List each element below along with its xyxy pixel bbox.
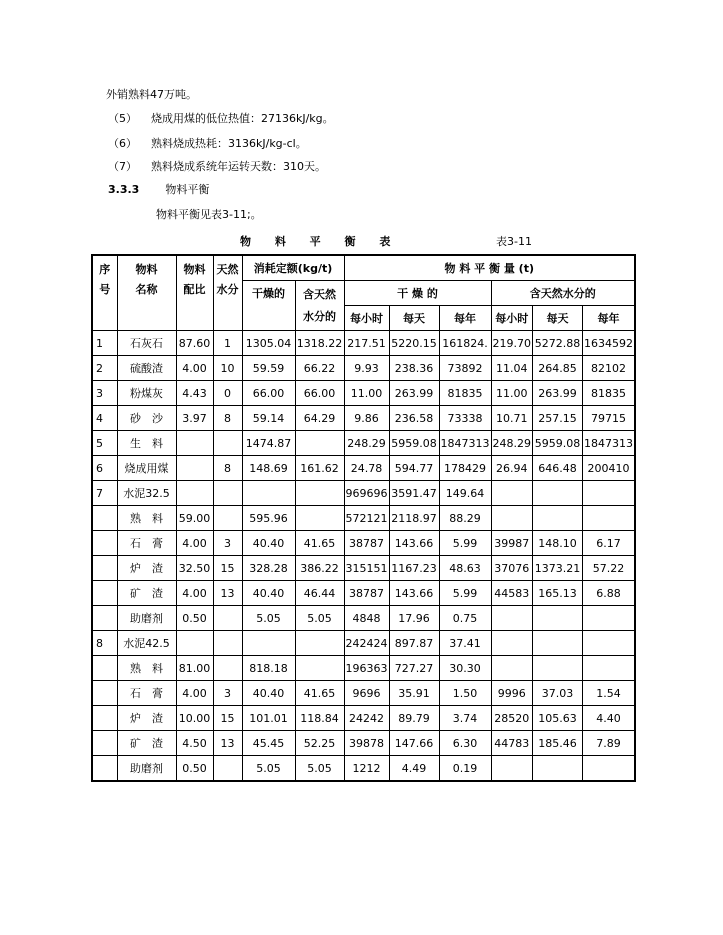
cell-wet-day: 646.48	[533, 456, 583, 481]
cell-name: 矿 渣	[117, 581, 176, 606]
cell-quota-dry: 5.05	[242, 606, 295, 631]
cell-wet-hour	[491, 631, 533, 656]
cell-wet-day: 1373.21	[533, 556, 583, 581]
cell-quota-wet: 52.25	[295, 731, 344, 756]
table-row	[92, 381, 635, 406]
cell-dry-hour: 9.86	[344, 406, 389, 431]
cell-wet-year: 6.88	[583, 581, 636, 606]
cell-seq: 8	[92, 631, 117, 656]
table-row	[92, 631, 635, 656]
cell-wet-hour	[491, 756, 533, 782]
cell-dry-day: 1167.23	[389, 556, 439, 581]
cell-name: 石灰石	[117, 331, 176, 356]
cell-seq	[92, 681, 117, 706]
cell-moisture: 10	[213, 356, 242, 381]
section-heading	[108, 183, 209, 197]
cell-dry-year: 5.99	[439, 531, 491, 556]
cell-ratio: 4.00	[176, 531, 213, 556]
cell-wet-hour: 39987	[491, 531, 533, 556]
cell-dry-year: 5.99	[439, 581, 491, 606]
cell-name: 助磨剂	[117, 756, 176, 782]
cell-dry-year: 178429	[439, 456, 491, 481]
cell-wet-hour: 219.70	[491, 331, 533, 356]
cell-wet-hour: 11.04	[491, 356, 533, 381]
cell-dry-day: 5220.15	[389, 331, 439, 356]
cell-wet-year: 7.89	[583, 731, 636, 756]
cell-quota-dry: 5.05	[242, 756, 295, 782]
cell-moisture	[213, 606, 242, 631]
cell-dry-year: 30.30	[439, 656, 491, 681]
cell-quota-wet: 386.22	[295, 556, 344, 581]
cell-wet-year: 81835	[583, 381, 636, 406]
header-quota: 消耗定额(kg/t)	[242, 255, 344, 281]
table-row	[92, 481, 635, 506]
cell-quota-wet	[295, 631, 344, 656]
cell-dry-year: 81835	[439, 381, 491, 406]
cell-dry-day: 727.27	[389, 656, 439, 681]
cell-wet-year: 6.17	[583, 531, 636, 556]
cell-ratio: 4.50	[176, 731, 213, 756]
cell-dry-hour: 572121	[344, 506, 389, 531]
cell-name: 水泥32.5	[117, 481, 176, 506]
cell-quota-wet: 66.22	[295, 356, 344, 381]
cell-dry-hour: 11.00	[344, 381, 389, 406]
section-title: 物料平衡	[165, 183, 210, 196]
cell-ratio: 59.00	[176, 506, 213, 531]
cell-quota-dry	[242, 481, 295, 506]
cell-wet-year: 200410	[583, 456, 636, 481]
cell-seq: 7	[92, 481, 117, 506]
cell-dry-day: 143.66	[389, 581, 439, 606]
section-number: 3.3.3	[108, 183, 140, 196]
cell-seq	[92, 731, 117, 756]
cell-ratio: 81.00	[176, 656, 213, 681]
cell-quota-wet: 64.29	[295, 406, 344, 431]
cell-dry-year: 1.50	[439, 681, 491, 706]
cell-quota-wet: 118.84	[295, 706, 344, 731]
cell-dry-hour: 24242	[344, 706, 389, 731]
cell-wet-day: 185.46	[533, 731, 583, 756]
cell-quota-wet: 41.65	[295, 681, 344, 706]
cell-dry-year: 48.63	[439, 556, 491, 581]
cell-dry-day: 89.79	[389, 706, 439, 731]
cell-moisture	[213, 506, 242, 531]
header-ratio: 物料 配比	[176, 255, 213, 331]
cell-dry-year: 149.64	[439, 481, 491, 506]
cell-seq: 4	[92, 406, 117, 431]
cell-dry-day: 594.77	[389, 456, 439, 481]
cell-quota-dry: 101.01	[242, 706, 295, 731]
cell-seq: 1	[92, 331, 117, 356]
cell-seq	[92, 556, 117, 581]
table-row	[92, 331, 635, 356]
cell-quota-dry: 148.69	[242, 456, 295, 481]
table-row	[92, 706, 635, 731]
cell-name: 炉 渣	[117, 556, 176, 581]
header-wet: 含天然水分的	[491, 281, 635, 306]
cell-wet-day	[533, 656, 583, 681]
cell-dry-hour: 217.51	[344, 331, 389, 356]
cell-wet-year: 1.54	[583, 681, 636, 706]
cell-dry-day: 236.58	[389, 406, 439, 431]
cell-name: 助磨剂	[117, 606, 176, 631]
item-number: （7）	[108, 160, 137, 173]
cell-wet-day: 148.10	[533, 531, 583, 556]
table-row	[92, 606, 635, 631]
cell-dry-hour: 38787	[344, 531, 389, 556]
cell-dry-hour: 196363	[344, 656, 389, 681]
cell-ratio: 0.50	[176, 756, 213, 782]
cell-wet-hour	[491, 606, 533, 631]
cell-wet-day	[533, 756, 583, 782]
cell-name: 烧成用煤	[117, 456, 176, 481]
cell-name: 硫酸渣	[117, 356, 176, 381]
cell-moisture	[213, 656, 242, 681]
header-quota-wet: 含天然 水分的	[295, 281, 344, 331]
cell-wet-year: 79715	[583, 406, 636, 431]
cell-dry-year: 73892	[439, 356, 491, 381]
cell-dry-day: 147.66	[389, 731, 439, 756]
cell-dry-hour: 969696	[344, 481, 389, 506]
cell-moisture: 3	[213, 681, 242, 706]
cell-wet-hour: 37076	[491, 556, 533, 581]
cell-quota-wet: 161.62	[295, 456, 344, 481]
cell-quota-dry: 40.40	[242, 531, 295, 556]
cell-wet-day: 165.13	[533, 581, 583, 606]
header-wet-per-hour: 每小时	[491, 306, 533, 331]
cell-wet-hour: 9996	[491, 681, 533, 706]
cell-wet-day	[533, 506, 583, 531]
cell-ratio	[176, 456, 213, 481]
cell-dry-year: 6.30	[439, 731, 491, 756]
cell-dry-year: 37.41	[439, 631, 491, 656]
cell-wet-day: 257.15	[533, 406, 583, 431]
cell-name: 炉 渣	[117, 706, 176, 731]
cell-quota-dry: 66.00	[242, 381, 295, 406]
material-balance-table	[91, 254, 636, 782]
cell-dry-hour: 315151	[344, 556, 389, 581]
cell-quota-dry: 59.14	[242, 406, 295, 431]
cell-ratio	[176, 481, 213, 506]
cell-dry-hour: 39878	[344, 731, 389, 756]
item-number: （6）	[108, 137, 137, 150]
cell-seq	[92, 656, 117, 681]
cell-quota-wet: 66.00	[295, 381, 344, 406]
table-row	[92, 756, 635, 782]
cell-dry-year: 3.74	[439, 706, 491, 731]
cell-quota-wet	[295, 656, 344, 681]
cell-wet-day: 5959.08	[533, 431, 583, 456]
paragraph-coal-heat-value	[108, 112, 334, 126]
cell-dry-day: 17.96	[389, 606, 439, 631]
table-caption: 物 料 平 衡 表	[240, 235, 401, 248]
table-row	[92, 731, 635, 756]
cell-name: 生 料	[117, 431, 176, 456]
cell-wet-hour: 28520	[491, 706, 533, 731]
cell-wet-day: 263.99	[533, 381, 583, 406]
item-text: 熟料烧成热耗：3136kJ/kg-cl。	[151, 137, 307, 150]
cell-ratio: 87.60	[176, 331, 213, 356]
cell-seq: 2	[92, 356, 117, 381]
cell-dry-day: 2118.97	[389, 506, 439, 531]
cell-quota-dry: 328.28	[242, 556, 295, 581]
cell-quota-dry	[242, 631, 295, 656]
item-number: （5）	[108, 112, 137, 125]
paragraph-export-clinker: 外销熟料47万吨。	[106, 88, 197, 101]
cell-seq	[92, 581, 117, 606]
header-dry-per-hour: 每小时	[344, 306, 389, 331]
paragraph-table-reference: 物料平衡见表3-11;。	[156, 208, 262, 221]
cell-moisture: 3	[213, 531, 242, 556]
cell-name: 熟 料	[117, 656, 176, 681]
cell-moisture	[213, 481, 242, 506]
cell-seq	[92, 756, 117, 782]
cell-dry-year: 161824.	[439, 331, 491, 356]
cell-dry-hour: 9.93	[344, 356, 389, 381]
cell-ratio: 0.50	[176, 606, 213, 631]
cell-wet-hour: 10.71	[491, 406, 533, 431]
header-moisture: 天然 水分	[213, 255, 242, 331]
table-row	[92, 356, 635, 381]
cell-dry-hour: 248.29	[344, 431, 389, 456]
cell-moisture: 13	[213, 731, 242, 756]
cell-quota-dry: 59.59	[242, 356, 295, 381]
cell-wet-year	[583, 656, 636, 681]
cell-seq: 5	[92, 431, 117, 456]
cell-quota-dry: 45.45	[242, 731, 295, 756]
cell-ratio: 4.43	[176, 381, 213, 406]
table-row	[92, 431, 635, 456]
cell-wet-year	[583, 606, 636, 631]
cell-name: 熟 料	[117, 506, 176, 531]
cell-moisture: 15	[213, 556, 242, 581]
cell-moisture: 0	[213, 381, 242, 406]
cell-wet-day: 105.63	[533, 706, 583, 731]
cell-moisture: 8	[213, 406, 242, 431]
cell-moisture: 15	[213, 706, 242, 731]
cell-wet-day	[533, 631, 583, 656]
cell-ratio: 4.00	[176, 681, 213, 706]
cell-ratio	[176, 431, 213, 456]
cell-wet-day	[533, 481, 583, 506]
table-row	[92, 406, 635, 431]
cell-name: 砂 沙	[117, 406, 176, 431]
cell-ratio: 4.00	[176, 581, 213, 606]
cell-dry-year: 0.75	[439, 606, 491, 631]
table-row	[92, 656, 635, 681]
cell-seq	[92, 706, 117, 731]
cell-ratio	[176, 631, 213, 656]
cell-wet-year: 1634592	[583, 331, 636, 356]
cell-quota-wet	[295, 431, 344, 456]
paragraph-operating-days	[108, 160, 326, 174]
cell-dry-day: 897.87	[389, 631, 439, 656]
table-row	[92, 531, 635, 556]
table-row	[92, 581, 635, 606]
cell-name: 矿 渣	[117, 731, 176, 756]
cell-wet-year: 1847313	[583, 431, 636, 456]
cell-quota-wet: 41.65	[295, 531, 344, 556]
cell-seq: 6	[92, 456, 117, 481]
cell-wet-hour	[491, 656, 533, 681]
header-name: 物料 名称	[117, 255, 176, 331]
cell-wet-year: 82102	[583, 356, 636, 381]
cell-dry-year: 73338	[439, 406, 491, 431]
cell-quota-dry: 1474.87	[242, 431, 295, 456]
cell-quota-dry: 40.40	[242, 581, 295, 606]
cell-wet-hour: 26.94	[491, 456, 533, 481]
cell-ratio: 4.00	[176, 356, 213, 381]
cell-wet-year	[583, 631, 636, 656]
cell-wet-year: 57.22	[583, 556, 636, 581]
cell-quota-dry: 40.40	[242, 681, 295, 706]
cell-wet-hour: 248.29	[491, 431, 533, 456]
table-row	[92, 556, 635, 581]
table-row	[92, 456, 635, 481]
cell-quota-wet: 5.05	[295, 606, 344, 631]
cell-moisture	[213, 431, 242, 456]
cell-name: 石 膏	[117, 681, 176, 706]
cell-seq	[92, 531, 117, 556]
cell-dry-year: 1847313	[439, 431, 491, 456]
cell-name: 石 膏	[117, 531, 176, 556]
cell-quota-dry: 818.18	[242, 656, 295, 681]
header-seq: 序 号	[92, 255, 117, 331]
cell-seq: 3	[92, 381, 117, 406]
cell-ratio: 3.97	[176, 406, 213, 431]
table-number: 表3-11	[496, 235, 532, 248]
header-wet-per-day: 每天	[533, 306, 583, 331]
cell-wet-year: 4.40	[583, 706, 636, 731]
item-text: 熟料烧成系统年运转天数：310天。	[151, 160, 326, 173]
cell-dry-hour: 38787	[344, 581, 389, 606]
header-dry-per-year: 每年	[439, 306, 491, 331]
cell-ratio: 10.00	[176, 706, 213, 731]
cell-dry-day: 35.91	[389, 681, 439, 706]
cell-quota-dry: 1305.04	[242, 331, 295, 356]
item-text: 烧成用煤的低位热值：27136kJ/kg。	[151, 112, 334, 125]
cell-seq	[92, 506, 117, 531]
cell-quota-wet: 1318.22	[295, 331, 344, 356]
cell-dry-year: 0.19	[439, 756, 491, 782]
cell-wet-year	[583, 506, 636, 531]
header-balance: 物 料 平 衡 量 (t)	[344, 255, 635, 281]
cell-quota-wet	[295, 481, 344, 506]
header-dry-per-day: 每天	[389, 306, 439, 331]
table-row	[92, 681, 635, 706]
cell-quota-wet: 46.44	[295, 581, 344, 606]
cell-wet-day: 37.03	[533, 681, 583, 706]
cell-wet-hour: 44583	[491, 581, 533, 606]
cell-dry-hour: 24.78	[344, 456, 389, 481]
cell-wet-day	[533, 606, 583, 631]
header-dry: 干 燥 的	[344, 281, 491, 306]
cell-quota-wet: 5.05	[295, 756, 344, 782]
table-row	[92, 506, 635, 531]
cell-dry-day: 4.49	[389, 756, 439, 782]
cell-dry-year: 88.29	[439, 506, 491, 531]
cell-wet-day: 5272.88	[533, 331, 583, 356]
cell-dry-day: 238.36	[389, 356, 439, 381]
cell-dry-day: 143.66	[389, 531, 439, 556]
cell-wet-year	[583, 756, 636, 782]
cell-dry-hour: 4848	[344, 606, 389, 631]
cell-wet-hour	[491, 481, 533, 506]
cell-wet-hour	[491, 506, 533, 531]
cell-wet-hour: 11.00	[491, 381, 533, 406]
cell-dry-day: 263.99	[389, 381, 439, 406]
cell-moisture: 13	[213, 581, 242, 606]
cell-ratio: 32.50	[176, 556, 213, 581]
header-wet-per-year: 每年	[583, 306, 636, 331]
cell-wet-day: 264.85	[533, 356, 583, 381]
cell-moisture	[213, 756, 242, 782]
cell-quota-dry: 595.96	[242, 506, 295, 531]
cell-moisture	[213, 631, 242, 656]
cell-dry-hour: 242424	[344, 631, 389, 656]
cell-wet-hour: 44783	[491, 731, 533, 756]
cell-wet-year	[583, 481, 636, 506]
cell-dry-hour: 1212	[344, 756, 389, 782]
cell-seq	[92, 606, 117, 631]
cell-quota-wet	[295, 506, 344, 531]
cell-dry-day: 3591.47	[389, 481, 439, 506]
cell-dry-hour: 9696	[344, 681, 389, 706]
header-quota-dry: 干燥的	[242, 281, 295, 331]
cell-name: 水泥42.5	[117, 631, 176, 656]
cell-name: 粉煤灰	[117, 381, 176, 406]
header-row-1	[92, 255, 635, 281]
cell-moisture: 8	[213, 456, 242, 481]
paragraph-heat-consumption	[108, 137, 307, 151]
cell-moisture: 1	[213, 331, 242, 356]
cell-dry-day: 5959.08	[389, 431, 439, 456]
